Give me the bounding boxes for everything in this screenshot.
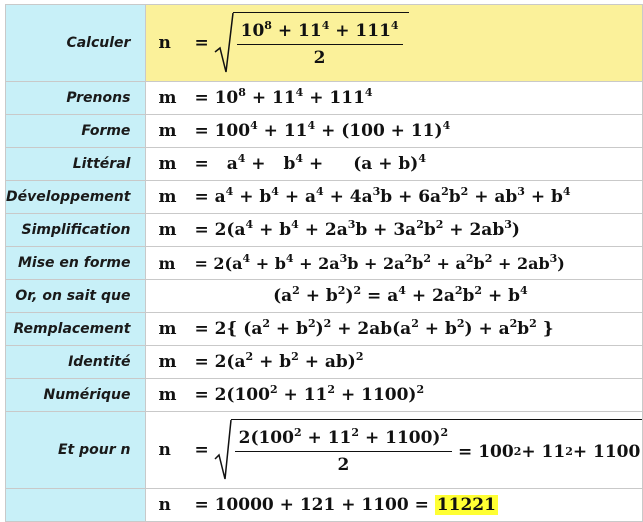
row-label: Développement: [6, 181, 146, 214]
row-variable: n: [158, 495, 171, 515]
row-label: Identité: [6, 346, 146, 379]
table-row: [6, 214, 643, 247]
row-label: Forme: [6, 115, 146, 148]
row-label: Et pour n: [6, 412, 146, 489]
row-equation: $m = a^4 + b^4 + a^4 + 4a^3b + 6a^2b^2 + ab^3 + b^4$: [146, 181, 643, 214]
row-variable: m: [158, 253, 176, 273]
row-equation: $m = 2(100^2 + 11^2 + 1100)^2$: [146, 379, 643, 412]
row-variable: n: [158, 439, 171, 460]
row-equation: $m = 2(a^2 + b^2 + ab)^2$: [146, 346, 643, 379]
row-equation: $m = 2(a^4 + b^4 + 2a^3b + 2a^2b^2 + a^2b^2 + 2ab^3)$: [146, 247, 643, 280]
table-row: [6, 280, 643, 313]
row-label: Or, on sait que: [6, 280, 146, 313]
row-equation: $m = a^4 + b^4 + (a + b)^4$: [146, 148, 643, 181]
radical-sign-icon: [215, 419, 231, 481]
row-label: Numérique: [6, 379, 146, 412]
table-row: [6, 247, 643, 280]
row-label: Remplacement: [6, 313, 146, 346]
table-row: [6, 489, 643, 522]
row-label: Calculer: [6, 5, 146, 82]
row-variable: m: [158, 352, 177, 372]
radical-expression: = $\frac{10^8 + 11^4 + 111^4}{2}$: [194, 12, 408, 74]
row-variable: n: [158, 32, 171, 53]
table-row: [6, 5, 643, 82]
table-row: [6, 148, 643, 181]
row-label: [6, 489, 146, 522]
table-row: [6, 379, 643, 412]
row-variable: m: [158, 88, 177, 108]
radical-sign-icon: [215, 12, 233, 74]
final-sum: = 10000 + 121 + 1100 =: [194, 495, 429, 515]
row-equation: m = 2{ $(a^2 + b^2)^2 + 2ab(a^2 + b^2) + a^2b^2$ }: [146, 313, 643, 346]
row-label: Mise en forme: [6, 247, 146, 280]
row-equation: [146, 412, 643, 489]
table-row: [6, 346, 643, 379]
row-label: Prenons: [6, 82, 146, 115]
row-variable: m: [158, 154, 177, 174]
table-row: [6, 82, 643, 115]
final-result: 11221: [436, 495, 496, 515]
table-row: [6, 313, 643, 346]
row-variable: m: [158, 187, 177, 207]
table-row: [6, 181, 643, 214]
calculation-table: [5, 4, 643, 522]
row-equation: $m = 2(a^4 + b^4 + 2a^3b + 3a^2b^2 + 2ab^3)$: [146, 214, 643, 247]
row-equation: [146, 489, 643, 522]
row-equation: $m = 100^4 + 11^4 + (100 + 11)^4$: [146, 115, 643, 148]
radical-expression: = $\frac{2(100^2 + 11^2 + 1100)^2}{2}$ = 100 2 + 11 2 + 1100: [194, 419, 642, 481]
row-equation: $m = 10^8 + 11^4 + 111^4$: [146, 82, 643, 115]
row-variable: m: [158, 385, 177, 405]
table-row: [6, 115, 643, 148]
row-equation: [146, 5, 643, 82]
row-label: Littéral: [6, 148, 146, 181]
row-variable: m: [158, 220, 177, 240]
row-variable: m: [158, 121, 177, 141]
row-variable: m: [158, 319, 177, 339]
table-row: [6, 412, 643, 489]
row-equation: $(a^2 + b^2)^2 = a^4 + 2a^2b^2 + b^4$: [146, 280, 643, 313]
row-label: Simplification: [6, 214, 146, 247]
